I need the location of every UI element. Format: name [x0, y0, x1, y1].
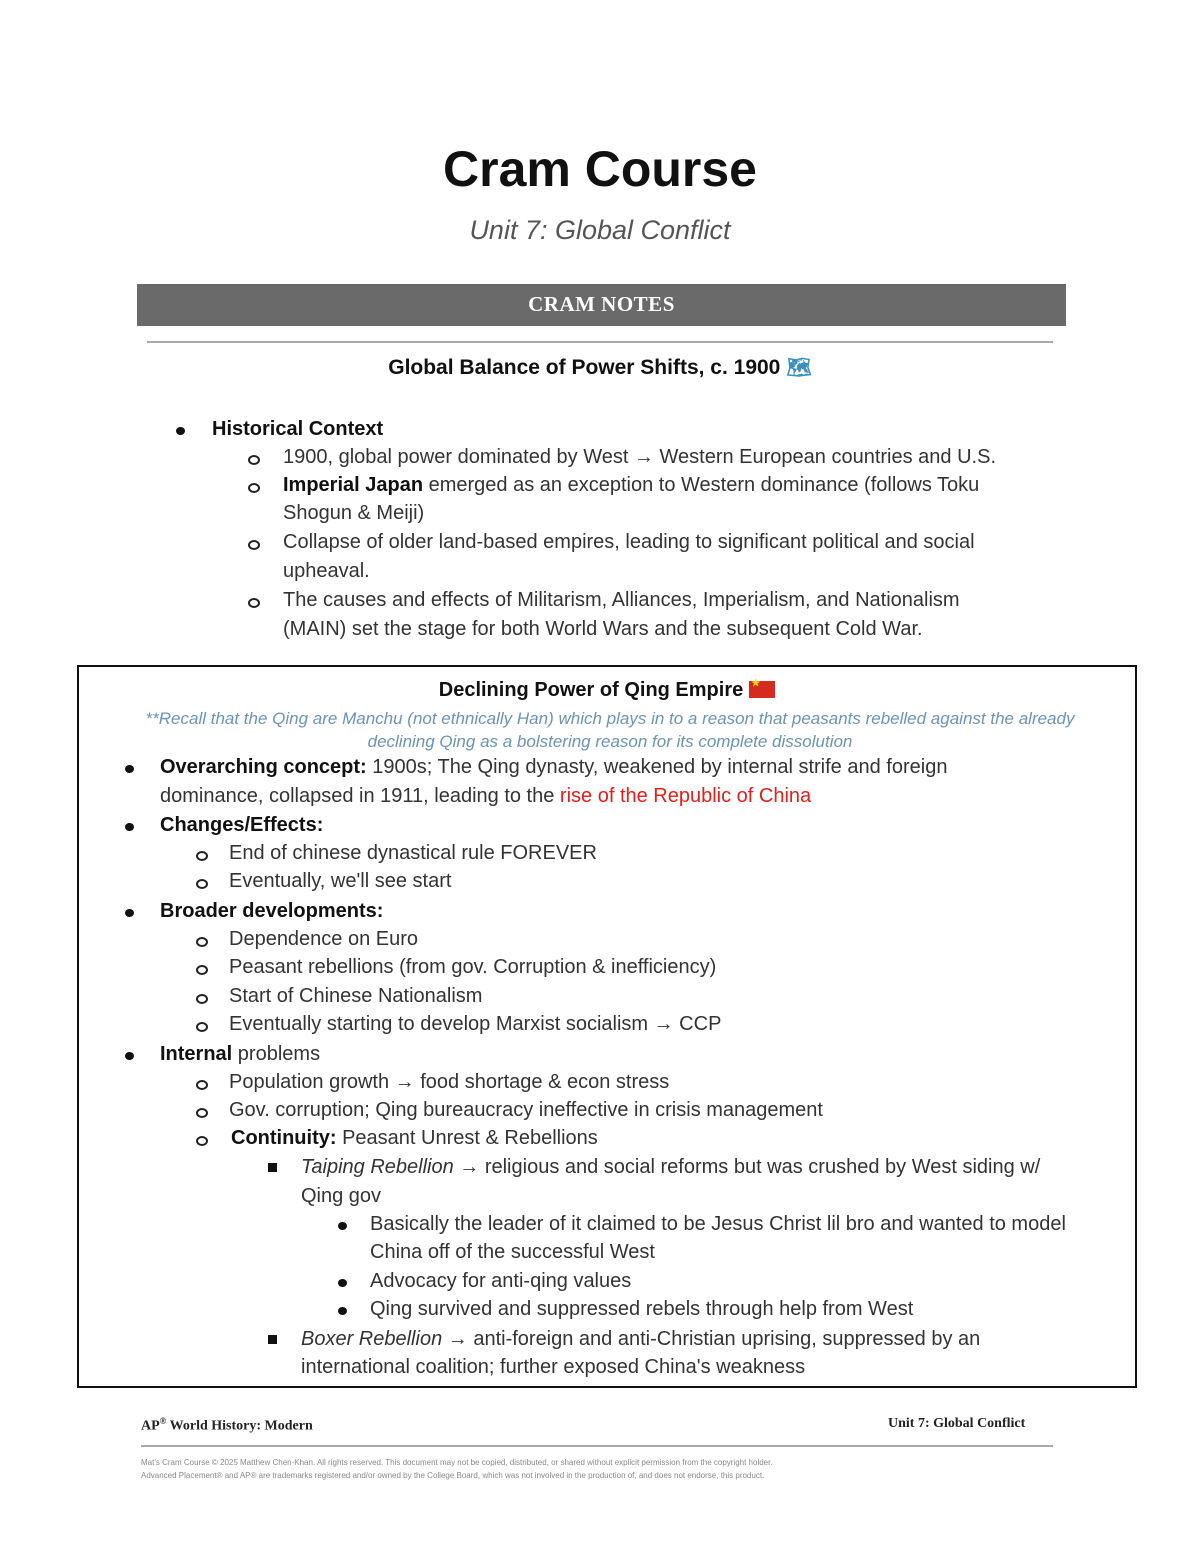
list-item-text: dominance, collapsed in 1911, leading to the	[160, 785, 560, 807]
china-flag-icon	[749, 681, 775, 698]
imperial-japan-label: Imperial Japan	[283, 474, 424, 496]
list-item: Collapse of older land-based empires, leading to significant political and social	[283, 531, 975, 553]
list-item: Dependence on Euro	[229, 928, 419, 950]
boxer-rebellion-label: Boxer Rebellion	[301, 1328, 443, 1350]
bullet-icon	[125, 765, 134, 773]
bullet-icon	[125, 909, 134, 917]
list-item-text: Peasant Unrest & Rebellions	[336, 1127, 598, 1149]
broader-developments-label: Broader developments:	[160, 900, 384, 922]
world-map-icon: 🗺	[786, 357, 812, 379]
sub-bullet-icon	[248, 455, 260, 465]
list-item	[160, 811, 323, 839]
bullet-icon	[125, 1052, 134, 1060]
sub-bullet-icon	[196, 1080, 208, 1090]
list-item	[301, 1325, 980, 1353]
footer-text: AP	[141, 1418, 160, 1434]
sub-bullet-icon	[196, 965, 208, 975]
list-item-text: emerged as an exception to Western dominance (follows Toku	[423, 474, 980, 496]
sub-bullet-icon	[248, 540, 260, 550]
footer-unit-name: Unit 7: Global Conflict	[888, 1416, 1026, 1431]
sub-bullet-icon	[196, 879, 208, 889]
divider	[147, 341, 1053, 343]
sub-bullet-icon	[196, 1108, 208, 1118]
list-item-continuation: upheaval.	[283, 560, 370, 582]
list-item	[212, 415, 383, 443]
list-item: Qing survived and suppressed rebels through help from West	[370, 1298, 914, 1320]
taiping-rebellion-label: Taiping Rebellion	[301, 1156, 454, 1178]
bullet-icon	[338, 1222, 347, 1230]
footer-divider	[141, 1445, 1053, 1447]
historical-context-label: Historical Context	[212, 418, 384, 440]
sub-bullet-icon	[248, 483, 260, 493]
list-item-continuation: international coalition; further exposed China's weakness	[301, 1356, 806, 1378]
republic-of-china-highlight: rise of the Republic of China	[559, 785, 812, 807]
sub-bullet-icon	[196, 851, 208, 861]
list-item: 1900, global power dominated by West → Western European countries and U.S.	[283, 446, 996, 468]
bullet-icon	[176, 427, 185, 435]
sub-bullet-icon	[196, 937, 208, 947]
list-item	[160, 897, 383, 925]
list-item: Peasant rebellions (from gov. Corruption & inefficiency)	[229, 956, 717, 978]
sub-bullet-icon	[196, 1022, 208, 1032]
internal-label: Internal	[160, 1043, 233, 1065]
square-bullet-icon	[268, 1163, 277, 1172]
overarching-label: Overarching concept:	[160, 756, 367, 778]
list-item-text: → religious and social reforms but was crushed by West siding w/	[453, 1156, 1041, 1178]
cram-notes-banner: CRAM NOTES	[137, 284, 1066, 326]
list-item: Eventually, we'll see start	[229, 870, 452, 892]
recall-note-cont: declining Qing as a bolstering reason for its complete dissolution	[367, 732, 853, 751]
sub-bullet-icon	[196, 1136, 208, 1146]
bullet-icon	[338, 1279, 347, 1287]
list-item: Start of Chinese Nationalism	[229, 985, 483, 1007]
list-item: Advocacy for anti-qing values	[370, 1270, 632, 1292]
sub-bullet-icon	[196, 994, 208, 1004]
recall-note: **Recall that the Qing are Manchu (not ethnically Han) which plays in to a reason that peasants rebelled against the already	[145, 709, 1075, 728]
list-item-text: problems	[232, 1043, 321, 1065]
changes-effects-label: Changes/Effects:	[160, 814, 324, 836]
list-item: Gov. corruption; Qing bureaucracy ineffective in crisis management	[229, 1099, 823, 1121]
bullet-icon	[125, 823, 134, 831]
list-item-continuation	[160, 782, 811, 810]
list-item-continuation: Qing gov	[301, 1185, 382, 1207]
square-bullet-icon	[268, 1335, 277, 1344]
section-heading-text: Declining Power of Qing Empire	[438, 679, 744, 701]
list-item: Population growth → food shortage & econ stress	[229, 1071, 670, 1093]
list-item: Basically the leader of it claimed to be Jesus Christ lil bro and wanted to model	[370, 1213, 1066, 1235]
continuity-label: Continuity:	[231, 1127, 337, 1149]
list-item-continuation: Shogun & Meiji)	[283, 502, 425, 524]
list-item	[160, 753, 947, 781]
copyright-notice: Mat's Cram Course © 2025 Matthew Chen-Khan. All rights reserved. This document may not be copied, distributed, or shared without explicit permission from the copyright holder.	[141, 1458, 773, 1467]
list-item: The causes and effects of Militarism, Alliances, Imperialism, and Nationalism	[283, 589, 960, 611]
sub-bullet-icon	[248, 598, 260, 608]
list-item	[231, 1124, 598, 1152]
trademark-notice: Advanced Placement® and AP® are trademarks registered and/or owned by the College Board, which was not involved in the production of, and does not endorse, this product.	[141, 1471, 765, 1480]
section-heading-balance-of-power	[0, 355, 1200, 380]
registered-mark: ®	[159, 1416, 167, 1426]
page-title: Cram Course	[443, 141, 757, 197]
list-item-continuation: China off of the successful West	[370, 1241, 655, 1263]
list-item	[283, 471, 979, 499]
page-subtitle: Unit 7: Global Conflict	[469, 215, 731, 245]
list-item-text: 1900s; The Qing dynasty, weakened by internal strife and foreign	[366, 756, 948, 778]
section-heading-text: Global Balance of Power Shifts, c. 1900	[388, 356, 781, 379]
list-item	[160, 1040, 320, 1068]
list-item	[301, 1153, 1040, 1181]
section-heading-qing	[0, 679, 1200, 702]
list-item: End of chinese dynastical rule FOREVER	[229, 842, 597, 864]
footer-course-name	[141, 1416, 313, 1435]
list-item: Eventually starting to develop Marxist socialism → CCP	[229, 1013, 722, 1035]
list-item-continuation: (MAIN) set the stage for both World Wars and the subsequent Cold War.	[283, 618, 923, 640]
list-item-text: → anti-foreign and anti-Christian uprising, suppressed by an	[442, 1328, 981, 1350]
footer-text: World History: Modern	[166, 1418, 313, 1434]
bullet-icon	[338, 1307, 347, 1315]
